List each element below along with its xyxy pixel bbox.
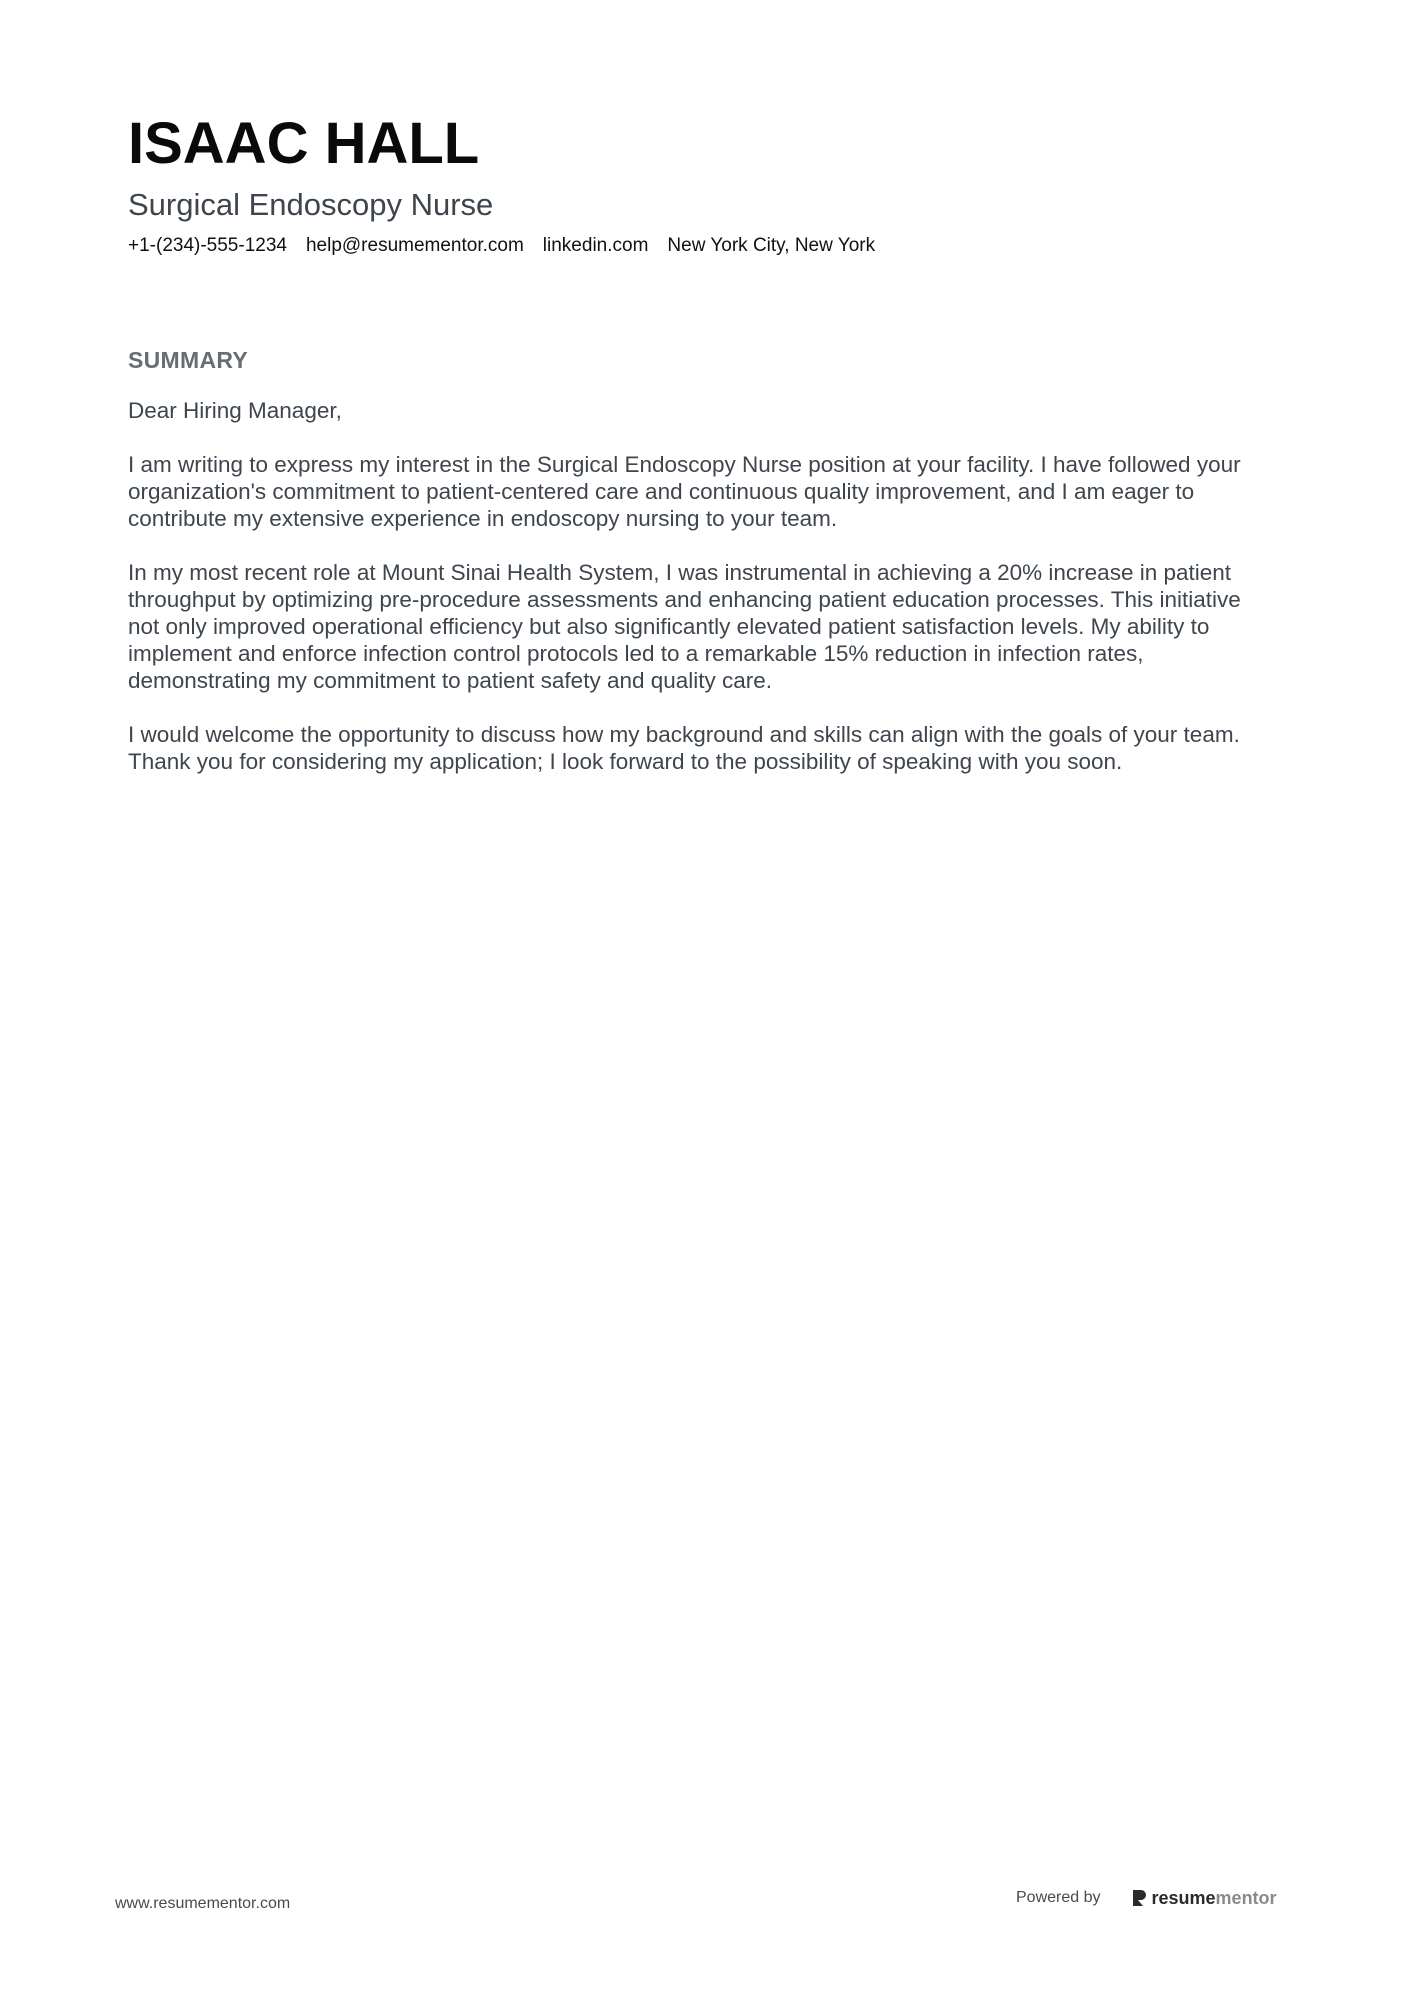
job-title: Surgical Endoscopy Nurse bbox=[128, 187, 494, 222]
powered-by-label: Powered by bbox=[1016, 1889, 1101, 1906]
letter-paragraph: I would welcome the opportunity to discuss how my background and skills can align with the goals of your team. Thank you for considering my application; I look forward to the possibility of speaking with you soon. bbox=[128, 722, 1240, 774]
letter-paragraph: In my most recent role at Mount Sinai Health System, I was instrumental in achieving a 20% increase in patient throughput by optimizing pre-procedure assessments and enhancing patient education processes. This initiative not only improved operational efficiency but also significantly elevated patient satisfaction levels. My ability to implement and enforce infection control protocols led to a remarkable 15% reduction in infection rates, demonstrating my commitment to patient safety and quality care. bbox=[128, 560, 1241, 693]
letter-paragraph: I am writing to express my interest in the Surgical Endoscopy Nurse position at your facility. I have followed your organization's commitment to patient-centered care and continuous quality improvement, and I am eager to contribute my extensive experience in endoscopy nursing to your team. bbox=[128, 452, 1241, 531]
letter-salutation: Dear Hiring Manager, bbox=[128, 398, 342, 423]
brand-text-resume: resume bbox=[1151, 1888, 1216, 1908]
contact-linkedin[interactable]: linkedin.com bbox=[542, 235, 649, 256]
brand-logo[interactable] bbox=[1131, 1887, 1277, 1909]
applicant-name: ISAAC HALL bbox=[128, 111, 480, 176]
contact-phone: +1-(234)-555-1234 bbox=[128, 235, 287, 256]
footer-branding bbox=[1016, 1887, 1277, 1909]
resumementor-logo-icon bbox=[1131, 1888, 1147, 1908]
contact-email[interactable]: help@resumementor.com bbox=[305, 235, 524, 256]
brand-text-mentor: mentor bbox=[1215, 1888, 1277, 1908]
summary-heading: SUMMARY bbox=[128, 347, 249, 373]
footer-website[interactable]: www.resumementor.com bbox=[115, 1895, 291, 1912]
letter-body bbox=[128, 397, 1278, 802]
contact-info bbox=[128, 233, 875, 259]
contact-location: New York City, New York bbox=[667, 235, 876, 256]
